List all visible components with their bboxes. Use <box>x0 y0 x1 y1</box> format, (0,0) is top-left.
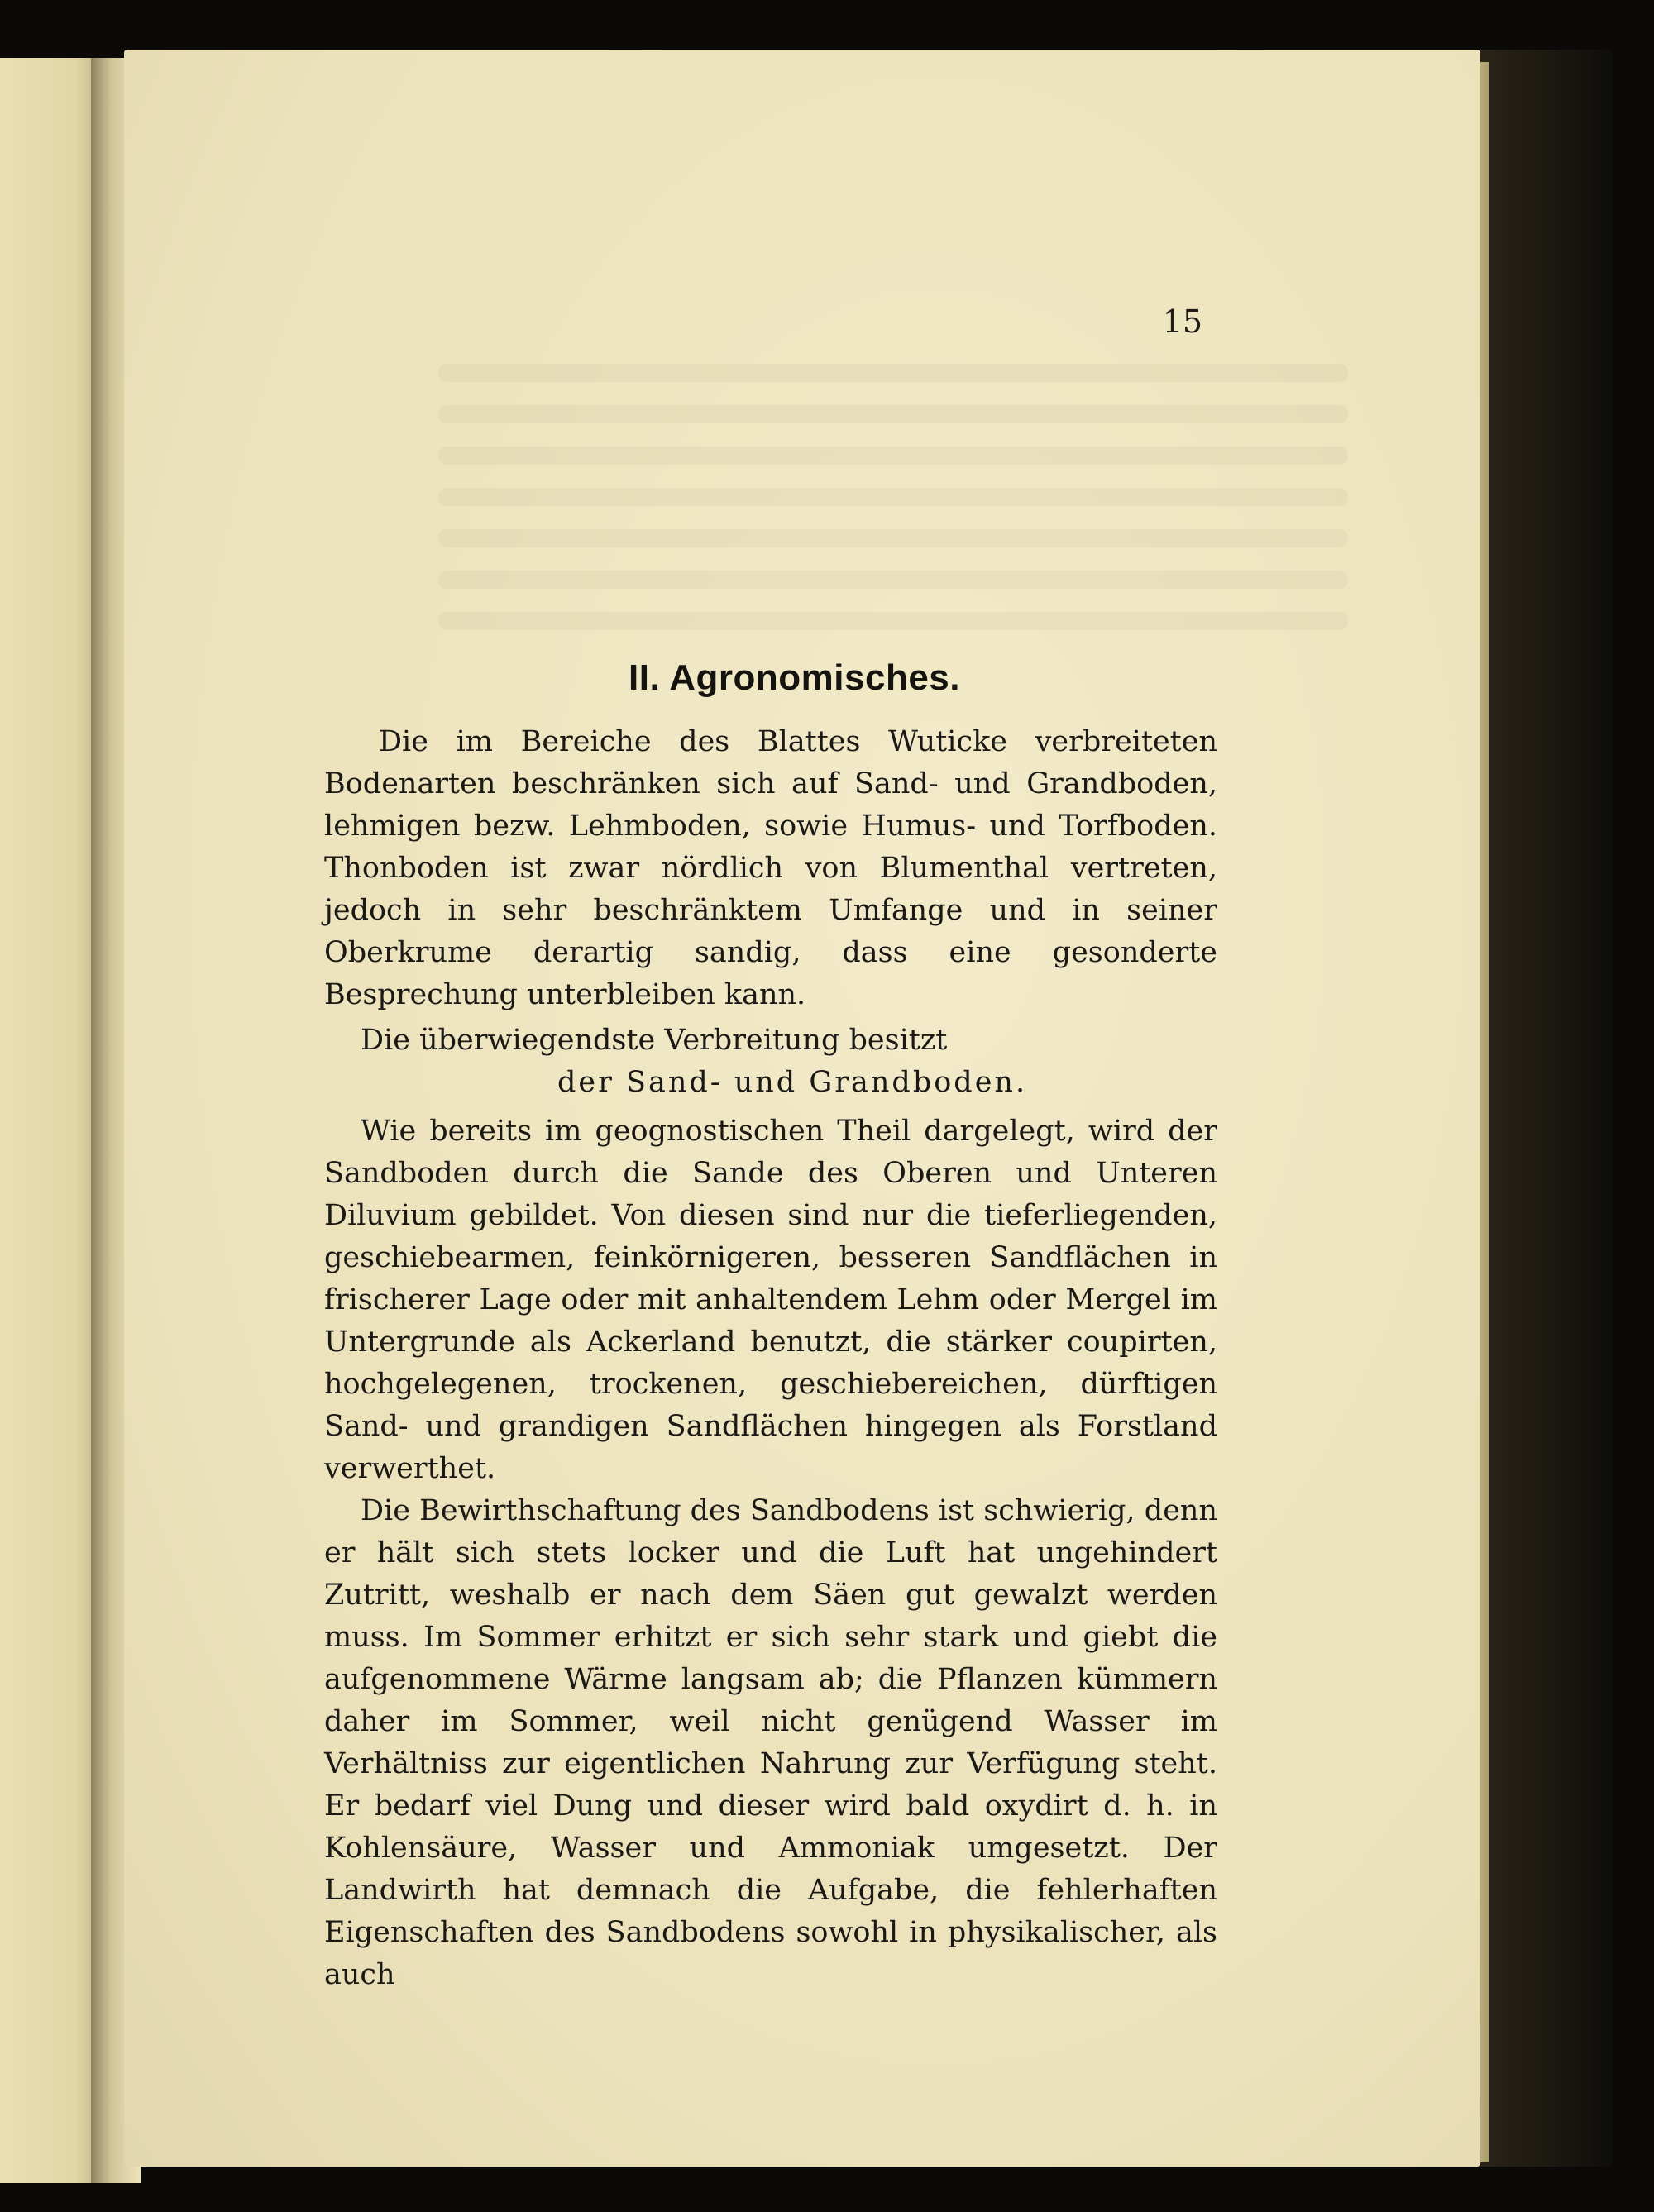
show-through-line <box>438 571 1348 589</box>
section-heading: II. Agronomisches. <box>629 657 961 698</box>
subheading: der Sand- und Grandboden. <box>557 1066 1028 1099</box>
show-through-line <box>438 488 1348 506</box>
book-cover-edge <box>1480 50 1613 2167</box>
show-through-line <box>438 447 1348 465</box>
show-through-line <box>438 405 1348 423</box>
paragraph: Die im Bereiche des Blattes Wuticke verbreiteten Bodenarten beschränken sich auf Sand- und Grandboden, lehmigen bezw. Lehmboden, sowie Humus- und Torfboden. Thonboden ist zwar nördlich von Blumenthal vertreten, jedoch in sehr beschränktem Umfange und in seiner Oberkrume derartig sandig, dass eine gesonderte Besprechung unterbleiben kann. <box>324 725 1217 1011</box>
paragraph: Die überwiegendste Verbreitung besitzt <box>361 1024 948 1057</box>
show-through-line <box>438 529 1348 547</box>
body-text <box>324 721 1217 1996</box>
page-number: 15 <box>1162 303 1202 340</box>
show-through-line <box>438 612 1348 630</box>
show-through-line <box>438 364 1348 382</box>
paragraph: Wie bereits im geognostischen Theil dargelegt, wird der Sandboden durch die Sande des Oberen und Unteren Diluvium gebildet. Von diesen sind nur die tieferliegenden, geschiebearmen, feinkörnigeren, besseren Sandflächen in frischerer Lage oder mit anhaltendem Lehm oder Mergel im Untergrunde als Ackerland benutzt, die stärker coupirten, hochgelegenen, trockenen, geschiebereichen, dürftigen Sand- und grandigen Sandflächen hingegen als Forstland verwerthet. <box>324 1115 1217 1485</box>
paragraph: Die Bewirthschaftung des Sandbodens ist schwierig, denn er hält sich stets locker und die Luft hat ungehindert Zutritt, weshalb er nach dem Säen gut gewalzt werden muss. Im Sommer erhitzt er sich sehr stark und giebt die aufgenommene Wärme langsam ab; die Pflanzen kümmern daher im Sommer, weil nicht genügend Wasser im Verhältniss zur eigentlichen Nahrung zur Verfügung steht. Er bedarf viel Dung und dieser wird bald oxydirt d. h. in Kohlensäure, Wasser und Ammoniak umgesetzt. Der Landwirth hat demnach die Aufgabe, die fehlerhaften Eigenschaften des Sandbodens sowohl in physikalischer, als auch <box>324 1494 1217 1991</box>
